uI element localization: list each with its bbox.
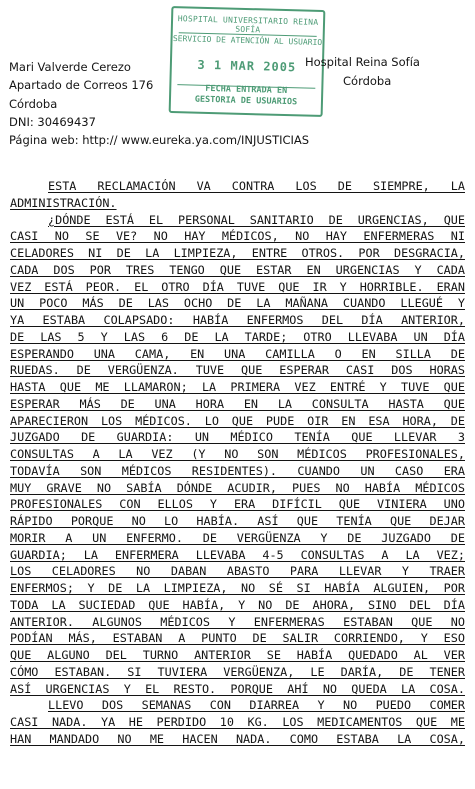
body-line: TODA LA SUCIEDAD QUE HABÍA, Y NO DE AHORA, SINO DEL DÍA xyxy=(10,597,465,612)
body-line: RÁPIDO PORQUE NO LO HABÍA. ASÍ QUE TENÍA QUE DEJAR xyxy=(10,514,465,528)
sender-block xyxy=(9,58,309,149)
body-line: CASI NADA. YA HE PERDIDO 10 KG. LOS MEDICAMENTOS QUE ME xyxy=(10,715,465,729)
body-line: JUZGADO DE GUARDIA: UN MÉDICO TENÍA QUE LLEVAR 3 xyxy=(10,430,465,445)
body-line: ENFERMOS; Y DE LA LIMPIEZA, NO SÉ SI HABÍA ALGUIEN, POR xyxy=(10,581,465,595)
body-line: UN POCO MÁS DE LAS OCHO DE LA MAÑANA CUANDO LLEGUÉ Y xyxy=(10,296,465,311)
body-line: ESPERAR MÁS DE UNA HORA EN LA CONSULTA HASTA QUE xyxy=(10,396,465,411)
body-line: CASI NO SE VE? NO HAY MÉDICOS, NO HAY ENFERMERAS NI xyxy=(10,229,465,244)
body-line: ASÍ URGENCIAS Y EL RESTO. PORQUE AHÍ NO QUEDA LA COSA. xyxy=(10,681,465,696)
body-line: MORIR A UN ENFERMO. DE VERGÜENZA Y DE JUZGADO DE xyxy=(10,530,465,545)
body-line: LOS CELADORES NO DABAN ABASTO PARA LLEVAR Y TRAER xyxy=(10,564,465,579)
body-line: GUARDIA; LA ENFERMERA LLEVABA 4-5 CONSULTAS A LA VEZ; xyxy=(10,547,465,562)
body-line: DE LAS 5 Y LAS 6 DE LA TARDE; OTRO LLEVABA UN DÍA xyxy=(10,329,465,344)
sender-city: Córdoba xyxy=(9,96,58,111)
sender-dni: DNI: 30469437 xyxy=(9,114,96,129)
stamp-service: SERVICIO DE ATENCIÓN AL USUARIO xyxy=(172,34,323,47)
body-line: CADA DOS POR TRES TENGO QUE ESTAR EN URGENCIAS Y CADA xyxy=(10,262,465,277)
body-line: ESPERANDO UNA CAMA, EN UNA CAMILLA O EN SILLA DE xyxy=(10,346,465,361)
stamp-office: GESTORIA DE USUARIOS xyxy=(194,94,298,108)
stamp-entry: FECHA ENTRADA EN xyxy=(205,83,288,97)
body-line: CONSULTAS A LA VEZ (Y NO SON MÉDICOS PROFESIONALES, xyxy=(10,447,465,461)
stamp-hospital: HOSPITAL UNIVERSITARIO REINA SOFÍA xyxy=(177,14,319,35)
body-line: PODÍAN MÁS, ESTABAN A PUNTO DE SALIR CORRIENDO, Y ESO xyxy=(10,631,465,646)
body-line: CÓMO ESTABAN. SI TUVIERA VERGÜENZA, LE DARÍA, DE TENER xyxy=(10,664,465,679)
body-line: ESTA RECLAMACIÓN VA CONTRA LOS DE SIEMPRE, LA xyxy=(48,179,465,193)
body-line: CELADORES NI DE LA LIMPIEZA, ENTRE OTROS. POR DESGRACIA, xyxy=(10,246,465,260)
recipient-block xyxy=(305,53,420,90)
body-line: HASTA QUE ME LLAMARON; LA PRIMERA VEZ ENTRÉ Y TUVE QUE xyxy=(10,380,465,394)
recipient-name: Hospital Reina Sofía xyxy=(305,55,420,69)
body-line: PROFESIONALES CON ELLOS Y ERA DIFÍCIL QUE VINIERA UNO xyxy=(10,497,465,512)
body-line: ADMINISTRACIÓN. xyxy=(10,195,117,210)
body-line: HAN MANDADO NO ME HACEN NADA. COMO ESTABA LA COSA, xyxy=(10,731,465,746)
sender-website: Página web: http:// www.eureka.ya.com/INJUSTICIAS xyxy=(9,133,310,148)
body-line: QUE ALGUNO DEL TURNO ANTERIOR SE HABÍA QUEDADO AL VER xyxy=(10,648,465,662)
body-line: ANTERIOR. ALGUNOS MÉDICOS Y ENFERMERAS ESTABAN QUE NO xyxy=(10,614,465,629)
body-line: APARECIERON LOS MÉDICOS. LO QUE PUDE OIR EN ESA HORA, DE xyxy=(10,413,465,428)
body-line: ¿DÓNDE ESTÁ EL PERSONAL SANITARIO DE URGENCIAS, QUE xyxy=(48,212,465,227)
sender-address: Apartado de Correos 176 xyxy=(9,78,154,93)
stamp-date: 3 1 MAR 2005 xyxy=(197,57,297,75)
body-line: LLEVO DOS SEMANAS CON DIARREA Y NO PUEDO COMER xyxy=(48,698,465,713)
body-line: YA ESTABA COLAPSADO: HABÍA ENFERMOS DEL DÍA ANTERIOR, xyxy=(10,313,465,327)
sender-name: Mari Valverde Cerezo xyxy=(9,60,131,74)
complaint-body xyxy=(10,178,465,748)
recipient-city: Córdoba xyxy=(343,73,392,88)
body-line: RUEDAS. DE VERGÜENZA. TUVE QUE ESPERAR CASI DOS HORAS xyxy=(10,363,465,378)
body-line: TODAVÍA SON MÉDICOS RESIDENTES). CUANDO UN CASO ERA xyxy=(10,463,465,478)
body-line: MUY GRAVE NO SABÍA DÓNDE ACUDIR, PUES NO HABÍA MÉDICOS xyxy=(10,480,465,495)
body-line: VEZ ESTÁ PEOR. EL OTRO DÍA TUVE QUE IR Y HORRIBLE. ERAN xyxy=(10,279,465,294)
